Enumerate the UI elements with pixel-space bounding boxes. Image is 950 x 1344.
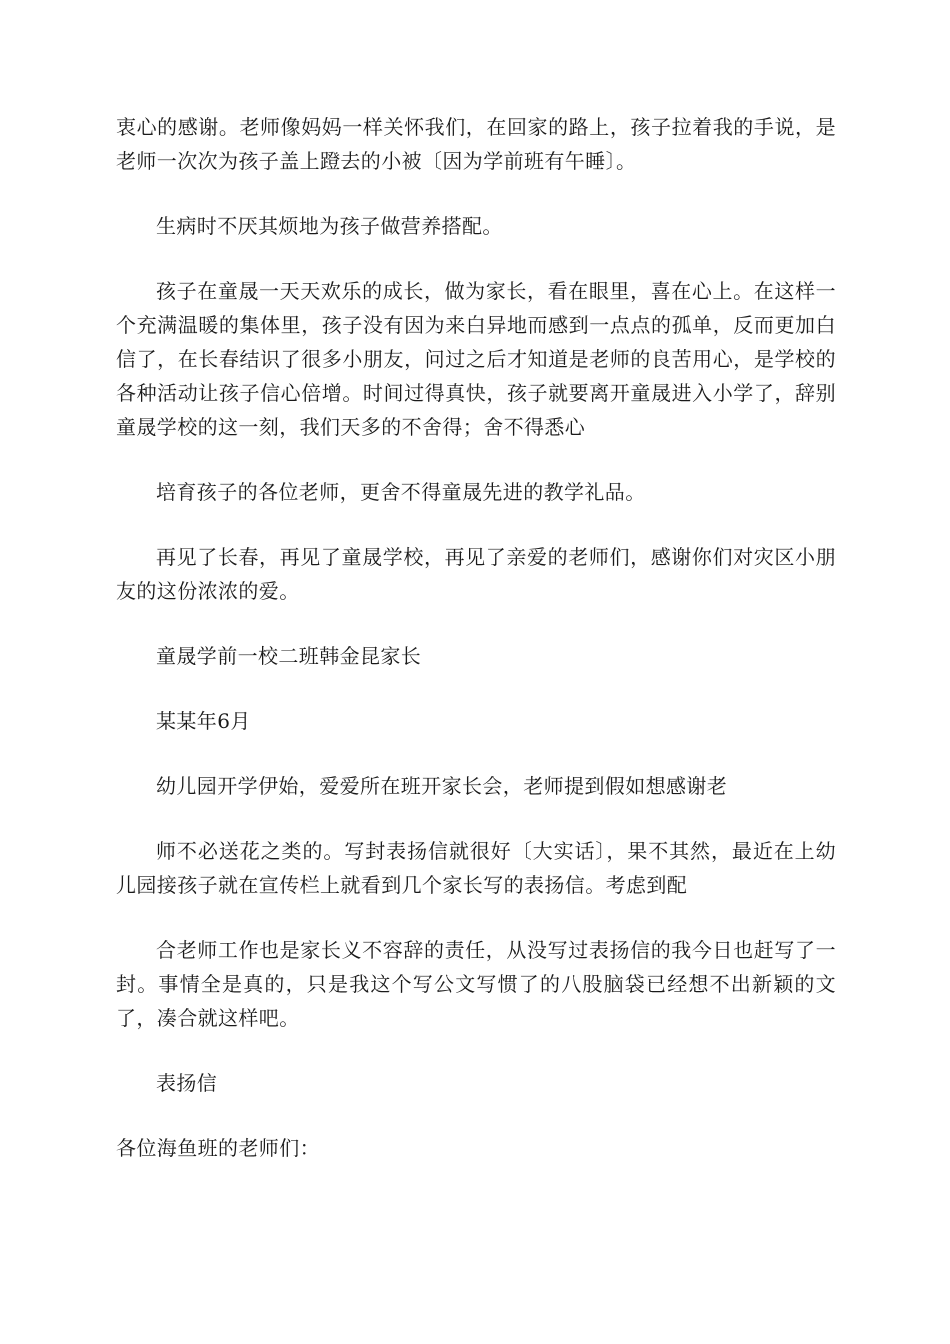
paragraph-teachers: 培育孩子的各位老师，更舍不得童晟先进的教学礼品。: [156, 480, 646, 504]
paragraph-kindergarten-start: 幼儿园开学伊始，爱爱所在班开家长会，老师提到假如想感谢老: [156, 774, 728, 798]
paragraph-growth: 孩子在童晟一天天欢乐的成长，做为家长，看在眼里，喜在心上。在这样一个充满温暖的集体里，孩子没有因为来白异地而感到一点点的孤单，反而更加白信了，在长春结识了很多小朋友，问过之后才知道是老师的良苦用心，是学校的各种活动让孩子信心倍增。时间过得真快，孩子就要离开童晟进入小学了，辞别童晟学校的这一刻，我们天多的不舍得；舍不得悉心: [116, 279, 836, 439]
document-body: [116, 110, 836, 1165]
letter-salutation: 各位海鱼班的老师们：: [116, 1136, 320, 1160]
letter-title: 表扬信: [156, 1071, 218, 1095]
paragraph-parent-duty: 合老师工作也是家长义不容辞的责任，从没写过表扬信的我今日也赶写了一封。事情全是真的，只是我这个写公文写惯了的八股脑袋已经想不出新颖的文了，凑合就这样吧。: [116, 938, 836, 1030]
paragraph-thanks: 衷心的感谢。老师像妈妈一样关怀我们，在回家的路上，孩子拉着我的手说，是老师一次次为孩子盖上蹬去的小被〔因为学前班有午睡〕。: [116, 115, 836, 173]
paragraph-nutrition: 生病时不厌其烦地为孩子做营养搭配。: [156, 214, 503, 238]
date-line: 某某年6月: [156, 709, 251, 733]
paragraph-farewell: 再见了长春，再见了童晟学校，再见了亲爱的老师们，感谢你们对灾区小朋友的这份浓浓的爱。: [116, 545, 836, 603]
paragraph-letter-advice: 师不必送花之类的。写封表扬信就很好〔大实话〕，果不其然，最近在上幼儿园接孩子就在宣传栏上就看到几个家长写的表扬信。考虑到配: [116, 839, 836, 897]
signature-line: 童晟学前一校二班韩金昆家长: [156, 644, 422, 668]
